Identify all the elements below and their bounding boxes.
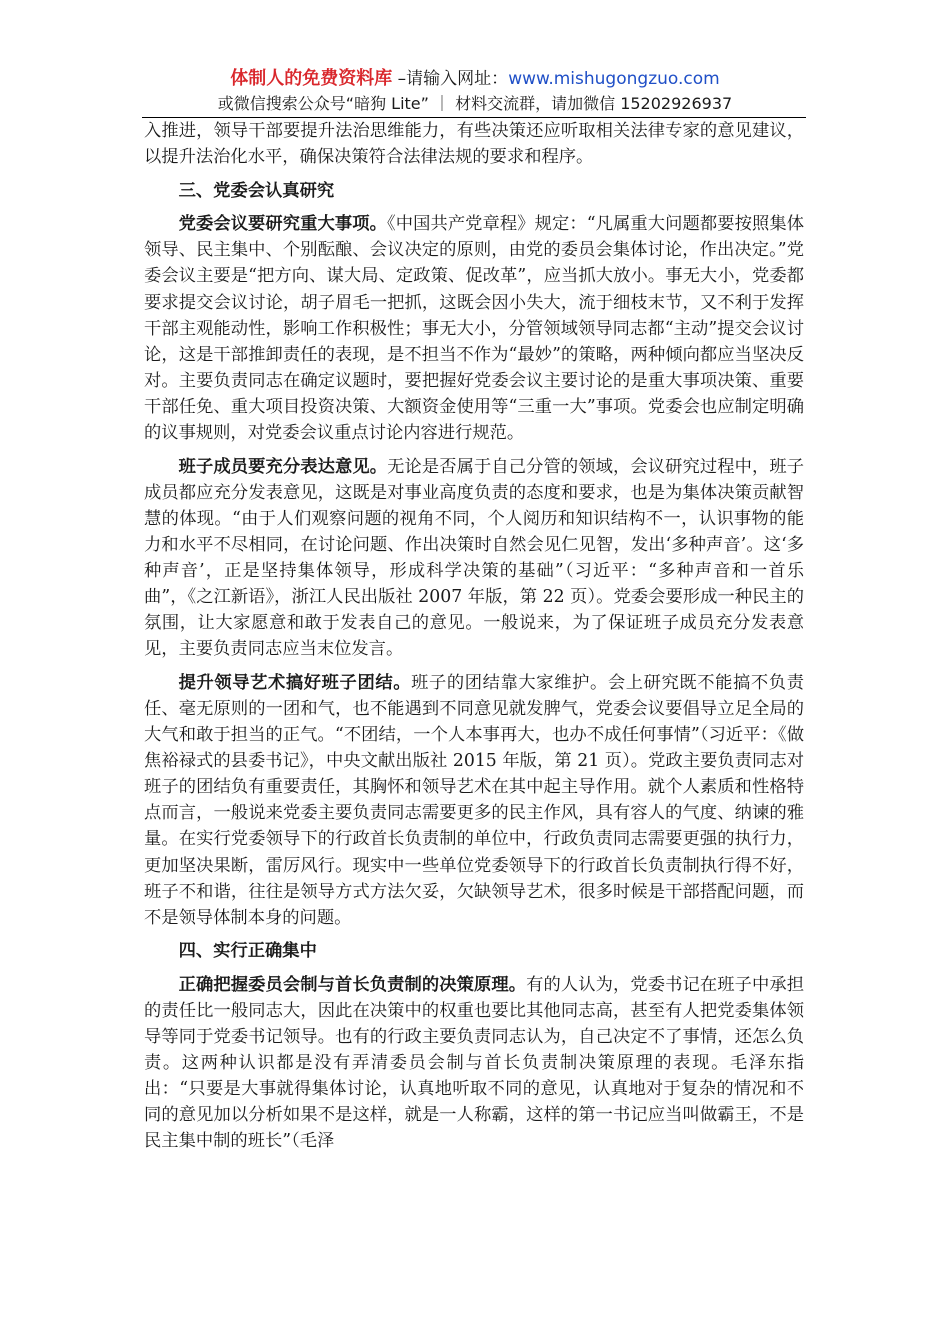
paragraph-text: 班子的团结靠大家维护。会上研究既不能搞不负责任、毫无原则的一团和气，也不能遇到不同意见就发脾气，党委会议要倡导立足全局的大气和敢于担当的正气。“不团结，一个人本事再大，也办不成任何事情”（习近平：《做焦裕禄式的县委书记》，中央文献出版社 2015 年版，第 21 页）。党政主要负责同志对班子的团结负有重要责任，其胸怀和领导艺术在其中起主导作用。就个人素质和性格特点而言，一般说来党委主要负责同志需要更多的民主作风，具有容人的气度、纳谏的雅量。在实行党委领导下的行政首长负责制的单位中，行政负责同志需要更强的执行力，更加坚决果断，雷厉风行。现实中一些单位党委领导下的行政首长负责制执行得不好，班子不和谐，往往是领导方式方法欠妥，欠缺领导艺术，很多时候是干部搭配问题，而不是领导体制本身的问题。: [144, 672, 804, 928]
header-promo-line: [0, 66, 950, 92]
website-link[interactable]: www.mishugongzuo.com: [508, 69, 720, 89]
paragraph-team-unity: [144, 670, 804, 931]
paragraph-text: 《中国共产党章程》规定：“凡属重大问题都要按照集体领导、民主集中、个别酝酿、会议决定的原则，由党的委员会集体讨论，作出决定。”党委会议主要是“把方向、谋大局、定政策、促改革”，应当抓大放小。事无大小，党委都要求提交会议讨论，胡子眉毛一把抓，这既会因小失大，流于细枝末节，又不利于发挥干部主观能动性，影响工作积极性；事无大小，分管领域领导同志都“主动”提交会议讨论，这是干部推卸责任的表现，是不担当不作为“最妙”的策略，两种倾向都应当坚决反对。主要负责同志在确定议题时，要把握好党委会议主要讨论的是重大事项决策、重要干部任免、重大项目投资决策、大额资金使用等“三重一大”事项。党委会也应制定明确的议事规则，对党委会议重点讨论内容进行规范。: [144, 214, 804, 444]
section-heading-3: 三、党委会认真研究: [178, 180, 335, 201]
paragraph-lead: 正确把握委员会制与首长负责制的决策原理。: [178, 974, 527, 995]
paragraph-lead: 班子成员要充分表达意见。: [178, 456, 388, 477]
brand-name: 体制人的免费资料库: [230, 68, 393, 89]
header-wechat-line: 或微信搜索公众号“暗狗 Lite” ｜ 材料交流群，请加微信 15202926937: [217, 94, 733, 113]
paragraph-lead: 提升领导艺术搞好班子团结。: [178, 672, 412, 693]
url-prompt: –请输入网址：: [392, 69, 509, 89]
paragraph-major-matters: [144, 211, 804, 446]
page-header: [0, 66, 950, 116]
paragraph-express-opinions: [144, 454, 804, 663]
paragraph-decision-principle: [144, 972, 804, 1155]
paragraph-text: 无论是否属于自己分管的领域，会议研究过程中，班子成员都应充分发表意见，这既是对事业高度负责的态度和要求，也是为集体决策贡献智慧的体现。“由于人们观察问题的视角不同，个人阅历和知识结构不一，认识事物的能力和水平不尽相同，在讨论问题、作出决策时自然会见仁见智，发出‘多种声音’。这‘多种声音’，正是坚持集体领导，形成科学决策的基础”（习近平：“多种声音和一首乐曲”，《之江新语》，浙江人民出版社 2007 年版，第 22 页）。党委会要形成一种民主的氛围，让大家愿意和敢于发表自己的意见。一般说来，为了保证班子成员充分发表意见，主要负责同志应当末位发言。: [144, 456, 804, 660]
document-body: [144, 118, 804, 1155]
paragraph-lead: 党委会议要研究重大事项。: [178, 214, 387, 235]
section-heading-4: 四、实行正确集中: [178, 941, 317, 962]
paragraph-continued: 入推进，领导干部要提升法治思维能力，有些决策还应听取相关法律专家的意见建议，以提升法治化水平，确保决策符合法律法规的要求和程序。: [144, 121, 804, 168]
paragraph-text: 有的人认为，党委书记在班子中承担的责任比一般同志大，因此在决策中的权重也要比其他同志高，甚至有人把党委集体领导等同于党委书记领导。也有的行政主要负责同志认为，自己决定不了事情，还怎么负责。这两种认识都是没有弄清委员会制与首长负责制决策原理的表现。毛泽东指出：“只要是大事就得集体讨论，认真地听取不同的意见，认真地对于复杂的情况和不同的意见加以分析如果不是这样，就是一人称霸，这样的第一书记应当叫做霸王，不是民主集中制的班长”（毛泽: [144, 974, 804, 1152]
